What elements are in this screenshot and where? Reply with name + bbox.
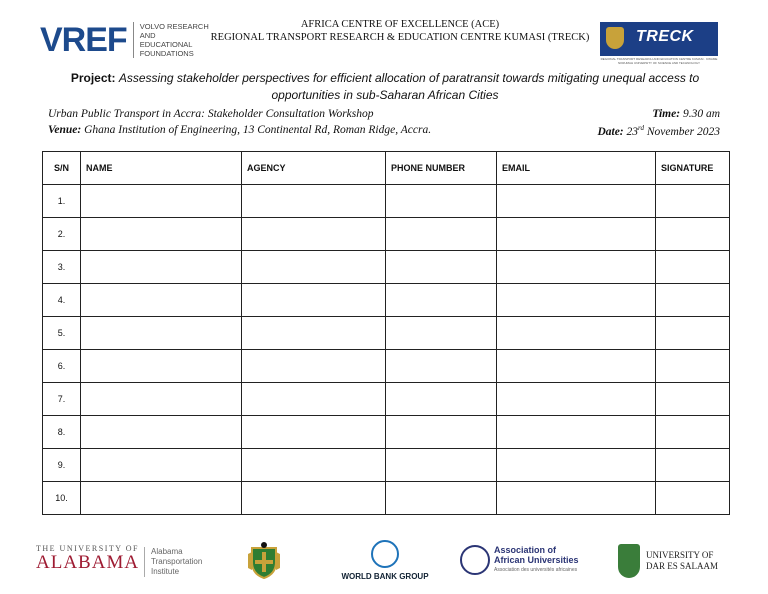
cell-agency[interactable] [242, 284, 386, 317]
world-bank-text: WORLD BANK GROUP [341, 572, 429, 581]
header-phone: PHONE NUMBER [386, 152, 497, 185]
cell-signature[interactable] [656, 482, 730, 515]
aau-emblem-icon [460, 545, 490, 575]
vref-subtitle: VOLVO RESEARCH AND EDUCATIONAL FOUNDATIONS [133, 22, 210, 58]
vref-wordmark: VREF [40, 21, 127, 59]
cell-email[interactable] [497, 284, 656, 317]
vref-logo [40, 22, 210, 58]
aau-line2: African Universities [494, 555, 579, 565]
ghana-coat-of-arms-icon [244, 540, 284, 580]
row-sn: 3. [43, 251, 81, 284]
cell-signature[interactable] [656, 416, 730, 449]
world-bank-logo [340, 540, 430, 581]
aau-sub: Association des universités africaines [494, 567, 578, 573]
cell-email[interactable] [497, 317, 656, 350]
table-row [43, 416, 730, 449]
aau-text [494, 545, 579, 575]
udsm-text [646, 550, 718, 572]
row-sn: 4. [43, 284, 81, 317]
time-line [652, 108, 720, 120]
date-suffix: rd [638, 124, 644, 132]
cell-agency[interactable] [242, 449, 386, 482]
header-signature: SIGNATURE [656, 152, 730, 185]
cell-signature[interactable] [656, 449, 730, 482]
table-header-row [43, 152, 730, 185]
cell-phone[interactable] [386, 218, 497, 251]
alabama-wordmark: ALABAMA [36, 552, 140, 573]
venue-label: Venue: [48, 124, 82, 136]
project-title: Assessing stakeholder perspectives for efficient allocation of paratransit towards mitigating unequal access to opportunities in sub-Saharan African Cities [118, 71, 700, 102]
cell-phone[interactable] [386, 284, 497, 317]
date-line [597, 124, 720, 138]
cell-name[interactable] [81, 449, 242, 482]
table-row [43, 185, 730, 218]
cell-email[interactable] [497, 416, 656, 449]
cell-name[interactable] [81, 416, 242, 449]
venue-value: Ghana Institution of Engineering, 13 Continental Rd, Roman Ridge, Accra. [84, 124, 432, 136]
cell-signature[interactable] [656, 284, 730, 317]
row-sn: 7. [43, 383, 81, 416]
cell-name[interactable] [81, 383, 242, 416]
udsm-line1: UNIVERSITY OF [646, 550, 714, 560]
table-row [43, 218, 730, 251]
cell-email[interactable] [497, 482, 656, 515]
cell-email[interactable] [497, 449, 656, 482]
cell-signature[interactable] [656, 317, 730, 350]
table-row [43, 350, 730, 383]
cell-agency[interactable] [242, 218, 386, 251]
cell-phone[interactable] [386, 449, 497, 482]
project-heading [40, 70, 730, 104]
table-row [43, 251, 730, 284]
cell-name[interactable] [81, 317, 242, 350]
cell-phone[interactable] [386, 185, 497, 218]
udsm-line2: DAR ES SALAAM [646, 561, 719, 571]
cell-phone[interactable] [386, 350, 497, 383]
alabama-institute: Alabama Transportation Institute [144, 547, 211, 577]
row-sn: 8. [43, 416, 81, 449]
cell-name[interactable] [81, 218, 242, 251]
event-name: Urban Public Transport in Accra: Stakeholder Consultation Workshop [48, 108, 374, 120]
globe-icon [371, 540, 399, 568]
treck-logo [600, 22, 718, 56]
treck-logo-text: TRECK [636, 28, 694, 45]
cell-phone[interactable] [386, 251, 497, 284]
cell-signature[interactable] [656, 218, 730, 251]
row-sn: 10. [43, 482, 81, 515]
cell-phone[interactable] [386, 482, 497, 515]
cell-agency[interactable] [242, 350, 386, 383]
cell-signature[interactable] [656, 350, 730, 383]
header-name: NAME [81, 152, 242, 185]
udsm-crest-icon [618, 544, 640, 578]
cell-agency[interactable] [242, 383, 386, 416]
date-day: 23 [626, 125, 639, 138]
cell-email[interactable] [497, 185, 656, 218]
cell-phone[interactable] [386, 317, 497, 350]
cell-name[interactable] [81, 185, 242, 218]
udsm-logo [618, 544, 718, 578]
cell-email[interactable] [497, 251, 656, 284]
treck-title: REGIONAL TRANSPORT RESEARCH & EDUCATION CENTRE KUMASI (TRECK) [210, 32, 590, 43]
cell-name[interactable] [81, 482, 242, 515]
cell-signature[interactable] [656, 251, 730, 284]
cell-agency[interactable] [242, 251, 386, 284]
cell-signature[interactable] [656, 383, 730, 416]
cell-email[interactable] [497, 218, 656, 251]
ace-header [200, 18, 600, 44]
header-sn: S/N [43, 152, 81, 185]
cell-phone[interactable] [386, 416, 497, 449]
alabama-logo [36, 544, 139, 573]
cell-name[interactable] [81, 251, 242, 284]
row-sn: 6. [43, 350, 81, 383]
table-row [43, 482, 730, 515]
cell-name[interactable] [81, 350, 242, 383]
cell-agency[interactable] [242, 185, 386, 218]
date-label: Date: [597, 125, 624, 138]
time-label: Time: [652, 108, 681, 120]
aau-line1: Association of [494, 545, 557, 555]
date-rest: November 2023 [646, 125, 720, 138]
row-sn: 5. [43, 317, 81, 350]
venue-line [48, 124, 431, 136]
cell-phone[interactable] [386, 383, 497, 416]
ace-title: AFRICA CENTRE OF EXCELLENCE (ACE) [300, 19, 500, 30]
aau-logo [460, 545, 579, 575]
table-row [43, 449, 730, 482]
cell-email[interactable] [497, 350, 656, 383]
treck-caption: REGIONAL TRANSPORT RESEARCH AND EDUCATION CENTRE KUMASI · KWAME NKRUMAH UNIVERSITY OF SCIENCE AND TECHNOLOGY [600, 57, 718, 65]
cell-name[interactable] [81, 284, 242, 317]
row-sn: 2. [43, 218, 81, 251]
cell-agency[interactable] [242, 482, 386, 515]
cell-email[interactable] [497, 383, 656, 416]
table-row [43, 383, 730, 416]
coat-of-arms-icon [606, 27, 624, 49]
alabama-small: THE UNIVERSITY OF [36, 544, 139, 553]
project-label: Project: [70, 71, 116, 85]
row-sn: 9. [43, 449, 81, 482]
cell-agency[interactable] [242, 416, 386, 449]
cell-signature[interactable] [656, 185, 730, 218]
row-sn: 1. [43, 185, 81, 218]
table-row [43, 317, 730, 350]
time-value: 9.30 am [682, 108, 720, 120]
table-row [43, 284, 730, 317]
cell-agency[interactable] [242, 317, 386, 350]
header-email: EMAIL [497, 152, 656, 185]
attendance-table [42, 151, 730, 515]
header-agency: AGENCY [242, 152, 386, 185]
